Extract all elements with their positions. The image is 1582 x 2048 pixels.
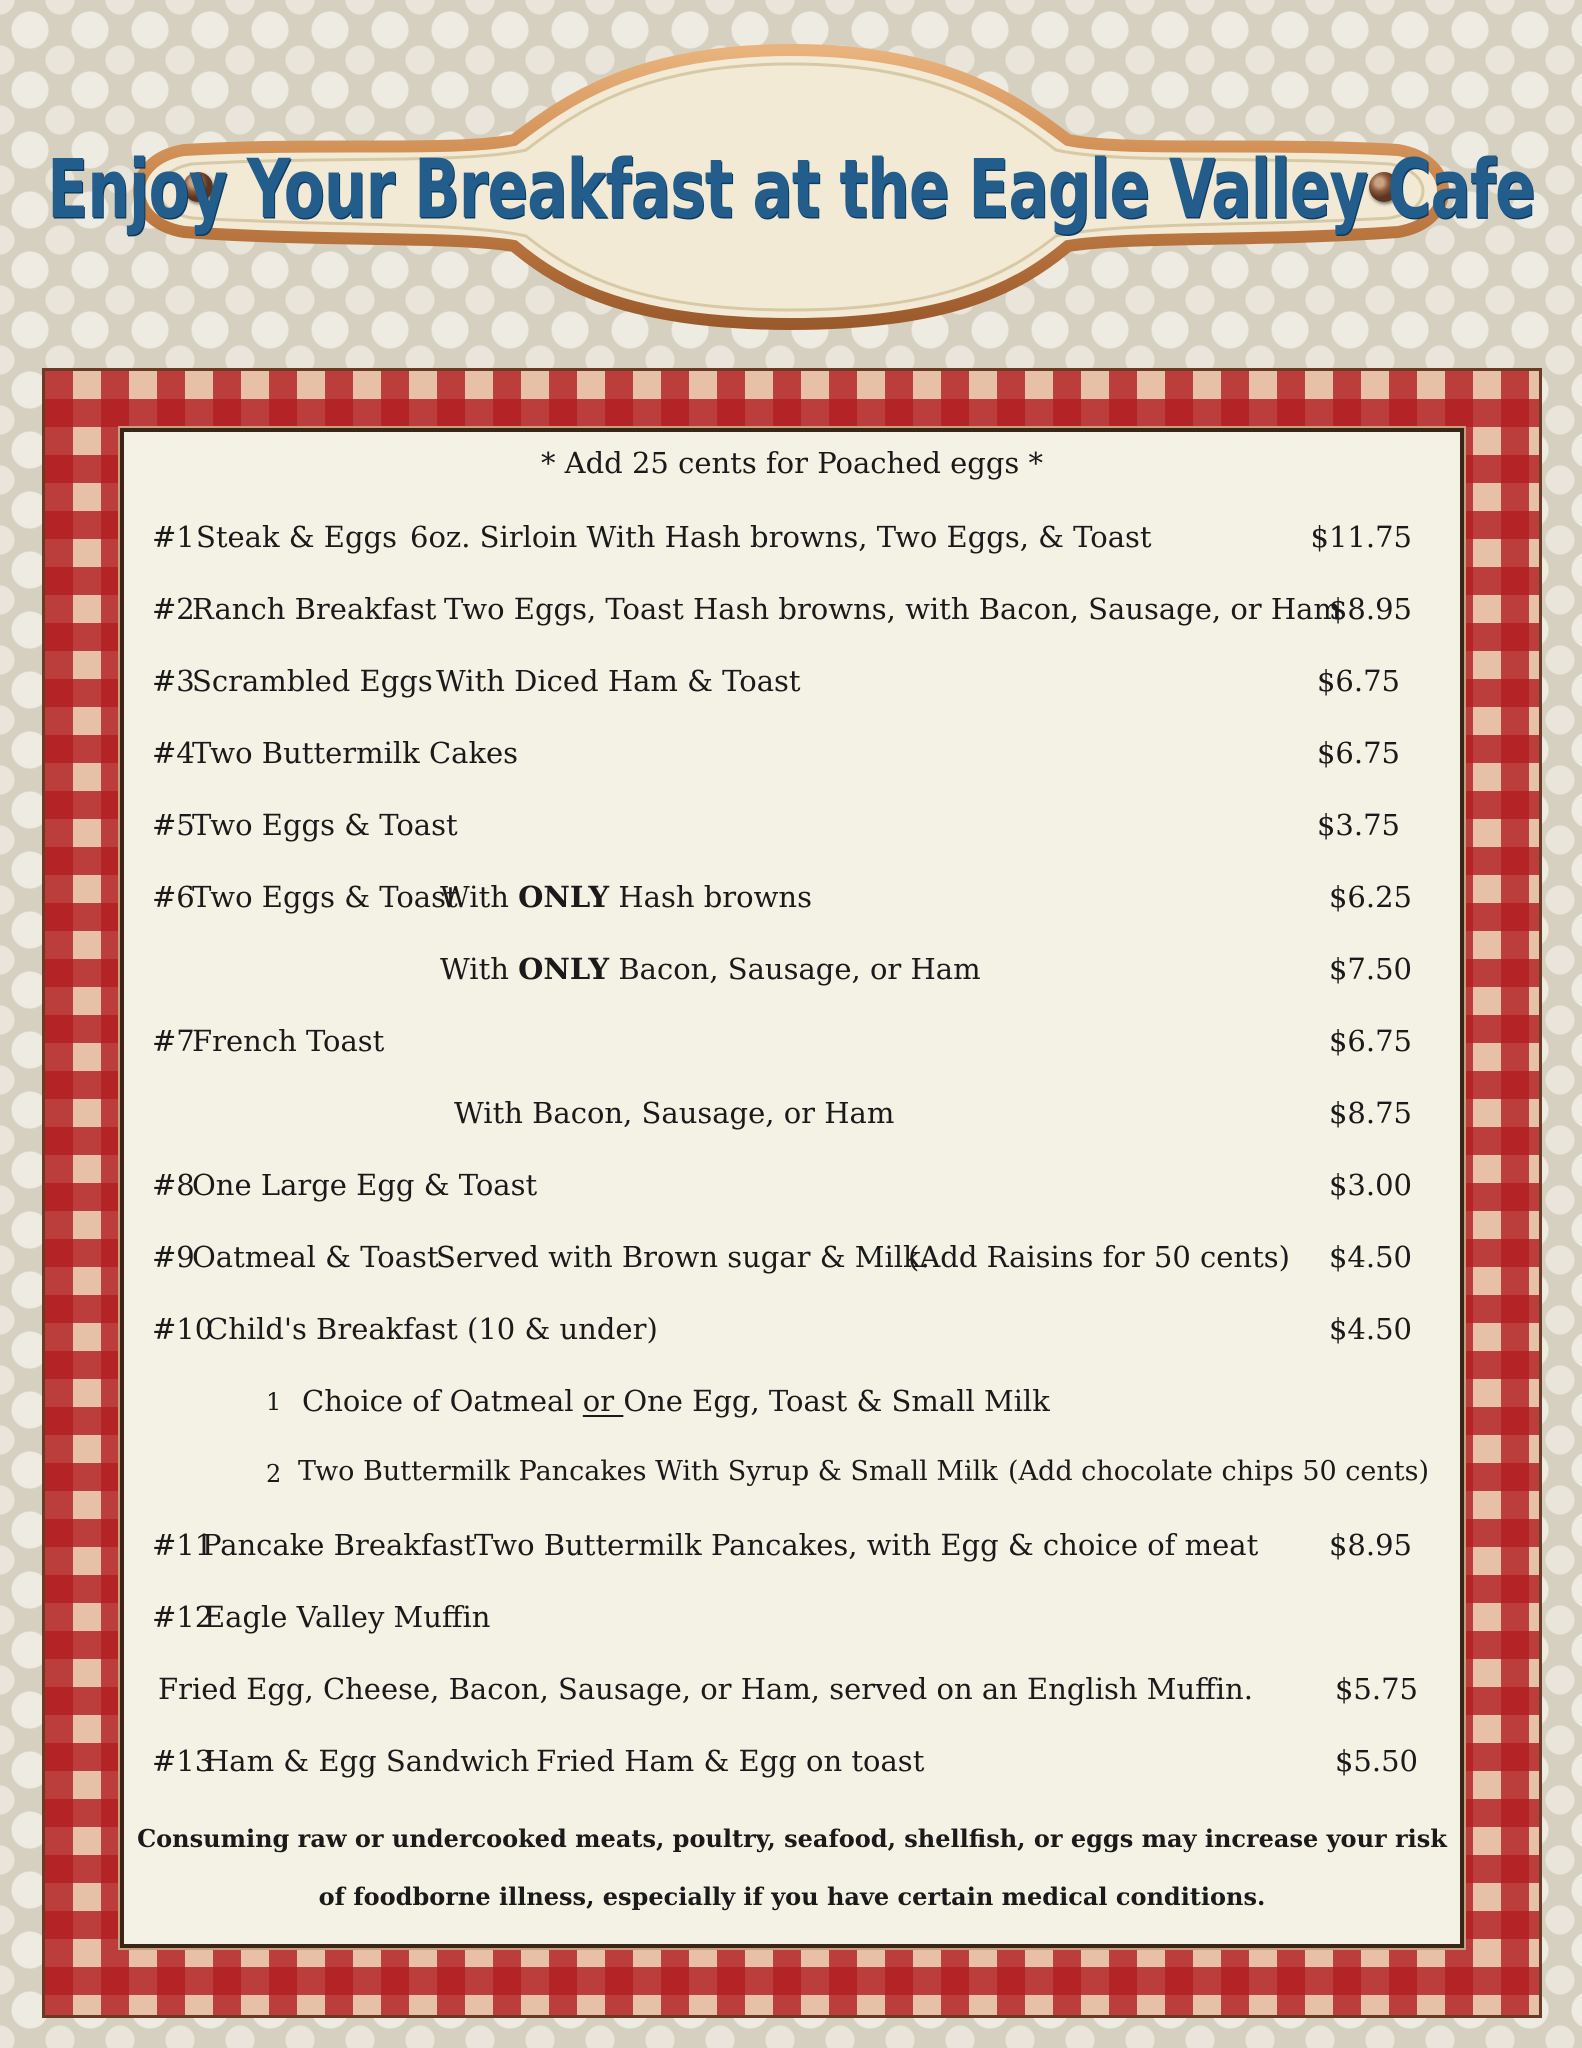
menu-item-option — [152, 1672, 1432, 1732]
disclaimer-line-1: Consuming raw or undercooked meats, poultry, seafood, shellfish, or eggs may increase your risk — [137, 1824, 1447, 1853]
menu-item — [152, 1024, 1432, 1084]
menu-item — [152, 1240, 1432, 1300]
desc-text: Hash browns — [609, 880, 812, 914]
item-name: Child's Breakfast (10 & under) — [206, 1312, 658, 1346]
page-title: Enjoy Your Breakfast at the Eagle Valley Cafe — [47, 142, 1535, 238]
desc-text: With — [440, 880, 519, 914]
item-name: Two Buttermilk Cakes — [192, 736, 519, 770]
item-description: 6oz. Sirloin With Hash browns, Two Eggs, & Toast — [410, 520, 1152, 554]
item-number: #10 — [152, 1312, 214, 1346]
item-number: #4 — [152, 736, 195, 770]
item-description: Two Buttermilk Pancakes, with Egg & choice of meat — [474, 1528, 1259, 1562]
menu-item — [152, 664, 1432, 724]
item-addon: (Add chocolate chips 50 cents) — [1008, 1456, 1430, 1487]
item-price: $8.75 — [1328, 1096, 1412, 1130]
desc-emphasis: ONLY — [518, 880, 610, 914]
item-description: Fried Ham & Egg on toast — [536, 1744, 925, 1778]
desc-text: With — [440, 952, 519, 986]
item-description — [440, 880, 812, 914]
item-price: $5.75 — [1334, 1672, 1418, 1706]
menu-item — [152, 1168, 1432, 1228]
menu-card — [120, 428, 1464, 1948]
item-number: #2 — [152, 592, 195, 626]
item-number: #12 — [152, 1600, 214, 1634]
item-name: Ranch Breakfast — [192, 592, 437, 626]
desc-emphasis: or — [582, 1384, 624, 1418]
item-price: $6.75 — [1328, 1024, 1412, 1058]
menu-item — [152, 808, 1432, 868]
menu-item-option — [152, 1096, 1432, 1156]
poached-eggs-note: * Add 25 cents for Poached eggs * — [540, 446, 1044, 480]
item-description: Two Buttermilk Pancakes With Syrup & Small Milk — [298, 1456, 998, 1487]
title-plaque — [47, 42, 1535, 332]
item-name: Scrambled Eggs — [192, 664, 433, 698]
item-number: #6 — [152, 880, 195, 914]
item-price: $11.75 — [1310, 520, 1412, 554]
desc-emphasis: ONLY — [518, 952, 610, 986]
item-name: Eagle Valley Muffin — [204, 1600, 491, 1634]
item-description: Served with Brown sugar & Milk. — [436, 1240, 930, 1274]
option-number: 1 — [266, 1388, 282, 1416]
option-number: 2 — [266, 1460, 282, 1488]
item-number: #13 — [152, 1744, 214, 1778]
item-addon: (Add Raisins for 50 cents) — [908, 1240, 1290, 1274]
menu-item — [152, 1744, 1432, 1804]
menu-item — [152, 1600, 1432, 1660]
item-description — [302, 1384, 1050, 1418]
item-price: $6.75 — [1316, 664, 1400, 698]
menu-item — [152, 520, 1432, 580]
item-number: #11 — [152, 1528, 214, 1562]
item-price: $6.75 — [1316, 736, 1400, 770]
item-description: With Diced Ham & Toast — [436, 664, 801, 698]
menu-item — [152, 1312, 1432, 1372]
item-number: #1 — [152, 520, 195, 554]
menu-item — [152, 1528, 1432, 1588]
desc-text: One Egg, Toast & Small Milk — [623, 1384, 1050, 1418]
item-number: #3 — [152, 664, 195, 698]
item-number: #5 — [152, 808, 195, 842]
menu-item — [152, 592, 1432, 652]
desc-text: Choice of Oatmeal — [302, 1384, 583, 1418]
item-description: Two Eggs, Toast Hash browns, with Bacon, Sausage, or Ham — [444, 592, 1341, 626]
item-name: One Large Egg & Toast — [192, 1168, 538, 1202]
item-number: #7 — [152, 1024, 195, 1058]
item-price: $8.95 — [1328, 592, 1412, 626]
item-name: Steak & Eggs — [196, 520, 397, 554]
menu-item — [152, 880, 1432, 940]
menu-item-option — [152, 1456, 1432, 1516]
item-name: Oatmeal & Toast — [192, 1240, 439, 1274]
item-price: $3.75 — [1316, 808, 1400, 842]
item-name: Pancake Breakfast — [202, 1528, 476, 1562]
desc-text: Bacon, Sausage, or Ham — [609, 952, 981, 986]
item-number: #8 — [152, 1168, 195, 1202]
item-name: Two Eggs & Toast — [192, 880, 458, 914]
item-description — [440, 952, 981, 986]
item-price: $6.25 — [1328, 880, 1412, 914]
item-name: French Toast — [192, 1024, 385, 1058]
item-price: $3.00 — [1328, 1168, 1412, 1202]
item-description: Fried Egg, Cheese, Bacon, Sausage, or Ham, served on an English Muffin. — [158, 1672, 1253, 1706]
disclaimer-line-2: of foodborne illness, especially if you have certain medical conditions. — [318, 1882, 1266, 1911]
item-price: $8.95 — [1328, 1528, 1412, 1562]
item-name: Two Eggs & Toast — [192, 808, 458, 842]
menu-item-option — [152, 1384, 1432, 1444]
menu-item-option — [152, 952, 1432, 1012]
item-price: $4.50 — [1328, 1312, 1412, 1346]
item-price: $5.50 — [1334, 1744, 1418, 1778]
item-price: $4.50 — [1328, 1240, 1412, 1274]
menu-item — [152, 736, 1432, 796]
item-description: With Bacon, Sausage, or Ham — [454, 1096, 895, 1130]
item-name: Ham & Egg Sandwich — [204, 1744, 530, 1778]
item-number: #9 — [152, 1240, 195, 1274]
item-price: $7.50 — [1328, 952, 1412, 986]
